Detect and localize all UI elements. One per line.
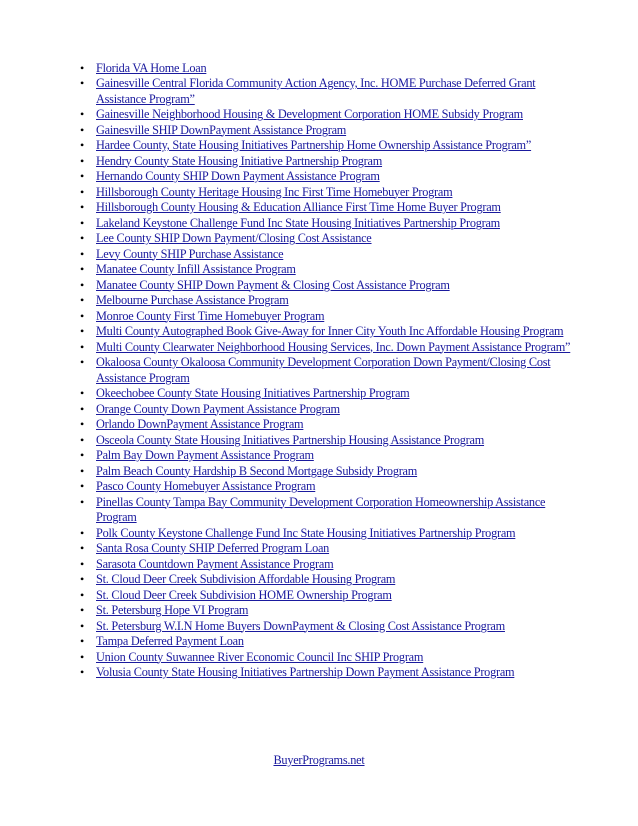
list-item bbox=[80, 76, 580, 107]
list-item bbox=[80, 154, 580, 170]
bullet-icon: • bbox=[80, 618, 84, 633]
list-item bbox=[80, 634, 580, 650]
list-item bbox=[80, 526, 580, 542]
bullet-icon: • bbox=[80, 200, 84, 214]
bullet-icon: • bbox=[80, 138, 84, 152]
program-link[interactable]: Osceola County State Housing Initiatives Partnership Housing Assistance Program bbox=[96, 432, 485, 447]
program-link[interactable]: Volusia County State Housing Initiatives Partnership Down Payment Assistance Program bbox=[96, 665, 515, 679]
bullet-icon: • bbox=[80, 417, 84, 431]
list-item bbox=[80, 557, 580, 573]
list-item bbox=[80, 541, 580, 557]
program-link[interactable]: Hardee County, State Housing Initiatives Partnership Home Ownership Assistance Program” bbox=[96, 138, 532, 152]
list-item bbox=[80, 402, 580, 418]
bullet-icon: • bbox=[80, 479, 84, 493]
program-list bbox=[80, 61, 580, 681]
bullet-icon: • bbox=[80, 184, 84, 199]
list-item bbox=[80, 588, 580, 604]
program-link[interactable]: Tampa Deferred Payment Loan bbox=[96, 634, 244, 648]
bullet-icon: • bbox=[80, 76, 84, 90]
bullet-icon: • bbox=[80, 246, 84, 261]
program-link[interactable]: Sarasota Countdown Payment Assistance Program bbox=[96, 556, 334, 571]
list-item bbox=[80, 665, 580, 681]
list-item bbox=[80, 169, 580, 185]
list-item bbox=[80, 231, 580, 247]
bullet-icon: • bbox=[80, 463, 84, 478]
bullet-icon: • bbox=[80, 215, 84, 230]
bullet-icon: • bbox=[80, 587, 84, 602]
program-link[interactable]: Palm Beach County Hardship B Second Mortgage Subsidy Program bbox=[96, 463, 418, 478]
bullet-icon: • bbox=[80, 386, 84, 400]
bullet-icon: • bbox=[80, 231, 84, 245]
list-item bbox=[80, 278, 580, 294]
bullet-icon: • bbox=[80, 494, 84, 509]
program-link[interactable]: Multi County Autographed Book Give-Away for Inner City Youth Inc Affordable Housing Program bbox=[96, 324, 564, 338]
program-link[interactable]: Hernando County SHIP Down Payment Assistance Program bbox=[96, 169, 380, 183]
page-footer bbox=[0, 753, 638, 769]
list-item bbox=[80, 619, 580, 635]
list-item bbox=[80, 200, 580, 216]
bullet-icon: • bbox=[80, 262, 84, 276]
list-item bbox=[80, 464, 580, 480]
program-link[interactable]: Santa Rosa County SHIP Deferred Program Loan bbox=[96, 541, 330, 555]
list-item bbox=[80, 293, 580, 309]
bullet-icon: • bbox=[80, 448, 84, 462]
list-item bbox=[80, 138, 580, 154]
bullet-icon: • bbox=[80, 324, 84, 338]
program-link[interactable]: St. Petersburg Hope VI Program bbox=[96, 603, 249, 617]
list-item bbox=[80, 262, 580, 278]
list-item bbox=[80, 603, 580, 619]
program-link[interactable]: Levy County SHIP Purchase Assistance bbox=[96, 246, 284, 261]
program-link[interactable]: Pinellas County Tampa Bay Community Development Corporation Homeownership Assistance Program bbox=[96, 494, 546, 524]
program-link[interactable]: Multi County Clearwater Neighborhood Housing Services, Inc. Down Payment Assistance Program” bbox=[96, 339, 571, 354]
list-item bbox=[80, 247, 580, 263]
bullet-icon: • bbox=[80, 293, 84, 307]
list-item bbox=[80, 185, 580, 201]
bullet-icon: • bbox=[80, 355, 84, 369]
bullet-icon: • bbox=[80, 649, 84, 664]
program-link[interactable]: Palm Bay Down Payment Assistance Program bbox=[96, 448, 314, 462]
program-link[interactable]: Orange County Down Payment Assistance Program bbox=[96, 401, 340, 416]
list-item bbox=[80, 324, 580, 340]
bullet-icon: • bbox=[80, 153, 84, 168]
list-item bbox=[80, 61, 580, 77]
program-link[interactable]: Okeechobee County State Housing Initiatives Partnership Program bbox=[96, 386, 410, 400]
bullet-icon: • bbox=[80, 665, 84, 679]
list-item bbox=[80, 386, 580, 402]
program-link[interactable]: Lakeland Keystone Challenge Fund Inc State Housing Initiatives Partnership Program bbox=[96, 215, 500, 230]
list-item bbox=[80, 417, 580, 433]
bullet-icon: • bbox=[80, 401, 84, 416]
bullet-icon: • bbox=[80, 541, 84, 555]
program-link[interactable]: Monroe County First Time Homebuyer Program bbox=[96, 308, 325, 323]
program-link[interactable]: St. Cloud Deer Creek Subdivision Affordable Housing Program bbox=[96, 572, 396, 586]
list-item bbox=[80, 448, 580, 464]
program-link[interactable]: Pasco County Homebuyer Assistance Program bbox=[96, 479, 316, 493]
list-item bbox=[80, 340, 580, 356]
list-item bbox=[80, 123, 580, 139]
list-item bbox=[80, 495, 580, 526]
program-link[interactable]: Florida VA Home Loan bbox=[96, 60, 207, 75]
program-link[interactable]: St. Cloud Deer Creek Subdivision HOME Ownership Program bbox=[96, 587, 392, 602]
program-link[interactable]: Polk County Keystone Challenge Fund Inc State Housing Initiatives Partnership Program bbox=[96, 525, 516, 540]
program-link[interactable]: Gainesville SHIP DownPayment Assistance Program bbox=[96, 122, 347, 137]
footer-link[interactable]: BuyerPrograms.net bbox=[273, 753, 365, 767]
program-link[interactable]: Hillsborough County Housing & Education Alliance First Time Home Buyer Program bbox=[96, 200, 501, 214]
program-link[interactable]: Gainesville Neighborhood Housing & Development Corporation HOME Subsidy Program bbox=[96, 107, 523, 121]
bullet-icon: • bbox=[80, 556, 84, 571]
bullet-icon: • bbox=[80, 107, 84, 121]
program-link[interactable]: Hendry County State Housing Initiative Partnership Program bbox=[96, 153, 383, 168]
bullet-icon: • bbox=[80, 277, 84, 292]
list-item bbox=[80, 572, 580, 588]
bullet-icon: • bbox=[80, 122, 84, 137]
list-item bbox=[80, 216, 580, 232]
bullet-icon: • bbox=[80, 339, 84, 354]
bullet-icon: • bbox=[80, 525, 84, 540]
list-item bbox=[80, 107, 580, 123]
bullet-icon: • bbox=[80, 432, 84, 447]
program-link[interactable]: Lee County SHIP Down Payment/Closing Cost Assistance bbox=[96, 231, 372, 245]
list-item bbox=[80, 650, 580, 666]
program-link[interactable]: Melbourne Purchase Assistance Program bbox=[96, 293, 289, 307]
bullet-icon: • bbox=[80, 169, 84, 183]
program-link[interactable]: Orlando DownPayment Assistance Program bbox=[96, 417, 304, 431]
list-item bbox=[80, 433, 580, 449]
program-link[interactable]: Union County Suwannee River Economic Council Inc SHIP Program bbox=[96, 649, 424, 664]
bullet-icon: • bbox=[80, 60, 84, 75]
program-link[interactable]: Manatee County Infill Assistance Program bbox=[96, 262, 296, 276]
list-item bbox=[80, 309, 580, 325]
program-link[interactable]: Gainesville Central Florida Community Action Agency, Inc. HOME Purchase Deferred Grant Assistance Program” bbox=[96, 76, 536, 106]
program-link[interactable]: Manatee County SHIP Down Payment & Closing Cost Assistance Program bbox=[96, 277, 450, 292]
list-item bbox=[80, 355, 580, 386]
program-link[interactable]: Hillsborough County Heritage Housing Inc First Time Homebuyer Program bbox=[96, 184, 453, 199]
bullet-icon: • bbox=[80, 634, 84, 648]
list-item bbox=[80, 479, 580, 495]
bullet-icon: • bbox=[80, 603, 84, 617]
program-link[interactable]: Okaloosa County Okaloosa Community Development Corporation Down Payment/Closing Cost Assistance Program bbox=[96, 355, 551, 385]
bullet-icon: • bbox=[80, 572, 84, 586]
bullet-icon: • bbox=[80, 308, 84, 323]
program-link[interactable]: St. Petersburg W.I.N Home Buyers DownPayment & Closing Cost Assistance Program bbox=[96, 618, 505, 633]
